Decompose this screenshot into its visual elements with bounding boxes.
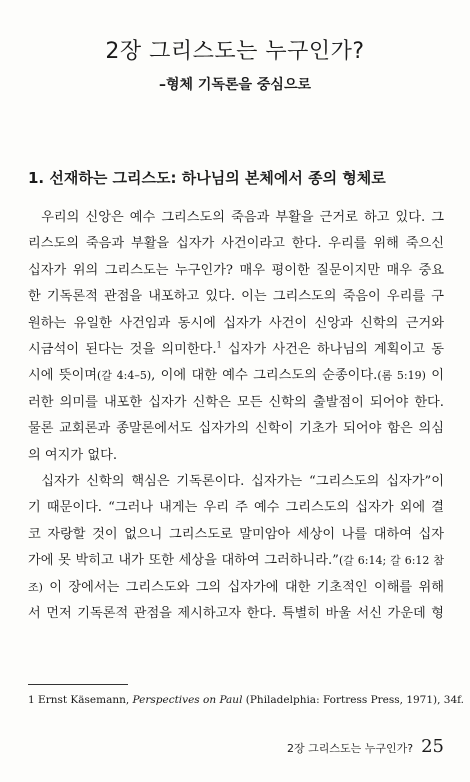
footnote-divider <box>28 684 128 685</box>
text-segment: 시금석이 된다는 것을 의미한다. <box>28 342 217 358</box>
running-footer-title: 2장 그리스도는 누구인가? <box>287 742 414 755</box>
text-line <box>28 363 444 389</box>
text-line: 의 여지가 없다. <box>28 447 118 463</box>
text-segment: 시에 뜻이며 <box>28 368 98 384</box>
text-line <box>28 548 444 574</box>
text-line: 물론 교회론과 종말론에서도 십자가의 신학이 기초가 되어야 함은 의심 <box>28 421 444 437</box>
text-segment: 가에 못 박히고 내가 또한 세상을 대하여 그러하니라.” <box>28 553 339 569</box>
page-footer <box>287 736 444 757</box>
paragraph-1 <box>28 205 444 469</box>
footnote <box>28 694 465 706</box>
footnote-number: 1 <box>28 694 35 706</box>
body-text <box>28 205 444 628</box>
text-segment: 십자가 사건은 하나님의 계획이고 동 <box>221 342 444 358</box>
text-line: 리스도의 죽음과 부활을 십자가 사건이라고 한다. 우리를 위해 죽으신 <box>28 236 444 252</box>
text-line: 한 기독론적 관점을 내포하고 있다. 이는 그리스도의 죽음이 우리를 구 <box>28 289 444 305</box>
scripture-reference: (롬 5:19) <box>377 369 426 383</box>
text-line: 원하는 유일한 사건임과 동시에 십자가 사건이 신앙과 신학의 근거와 <box>28 315 444 331</box>
text-segment: 이 <box>425 368 444 384</box>
scripture-reference: (갈 6:14; 갈 6:12 참 <box>338 554 444 568</box>
text-segment: , 이에 대한 예수 그리스도의 순종이다. <box>151 368 378 384</box>
text-line <box>28 337 444 363</box>
text-line: 코 자랑할 것이 없으니 그리스도로 말미암아 세상이 나를 대하여 십자 <box>28 526 444 542</box>
chapter-subtitle: –형체 기독론을 중심으로 <box>159 77 311 93</box>
footnote-author: Ernst Käsemann, <box>38 694 133 706</box>
footnote-publisher: (Philadelphia: Fortress Press, 1971), 34f. <box>242 694 465 706</box>
section-heading: 1. 선재하는 그리스도: 하나님의 본체에서 종의 형체로 <box>28 169 386 187</box>
paragraph-2 <box>28 469 444 627</box>
text-line: 십자가 신학의 핵심은 기독론이다. 십자가는 “그리스도의 십자가”이 <box>41 474 444 490</box>
text-line: 기 때문이다. “그러나 내게는 우리 주 예수 그리스도의 십자가 외에 결 <box>28 500 444 516</box>
footnote-marker: 1 <box>216 340 222 350</box>
chapter-title: 2장 그리스도는 누구인가? <box>105 39 365 64</box>
footnote-book-title: Perspectives on Paul <box>132 694 243 706</box>
scripture-reference: (갈 4:4–5) <box>97 369 152 383</box>
text-line: 서 먼저 기독론적 관점을 제시하고자 한다. 특별히 바울 서신 가운데 형 <box>28 606 444 622</box>
text-line: 우리의 신앙은 예수 그리스도의 죽음과 부활을 근거로 하고 있다. 그 <box>41 210 444 225</box>
text-line: 러한 의미를 내포한 십자가 신학은 모든 신학의 출발점이 되어야 한다. <box>28 394 444 410</box>
scripture-reference: 조) <box>28 580 43 594</box>
text-segment: 이 장에서는 그리스도와 그의 십자가에 대한 기초적인 이해를 위해 <box>42 579 444 595</box>
text-line <box>28 575 444 601</box>
text-line: 십자가 위의 그리스도는 누구인가? 매우 평이한 질문이지만 매우 중요 <box>28 262 444 278</box>
page-number: 25 <box>421 736 444 757</box>
